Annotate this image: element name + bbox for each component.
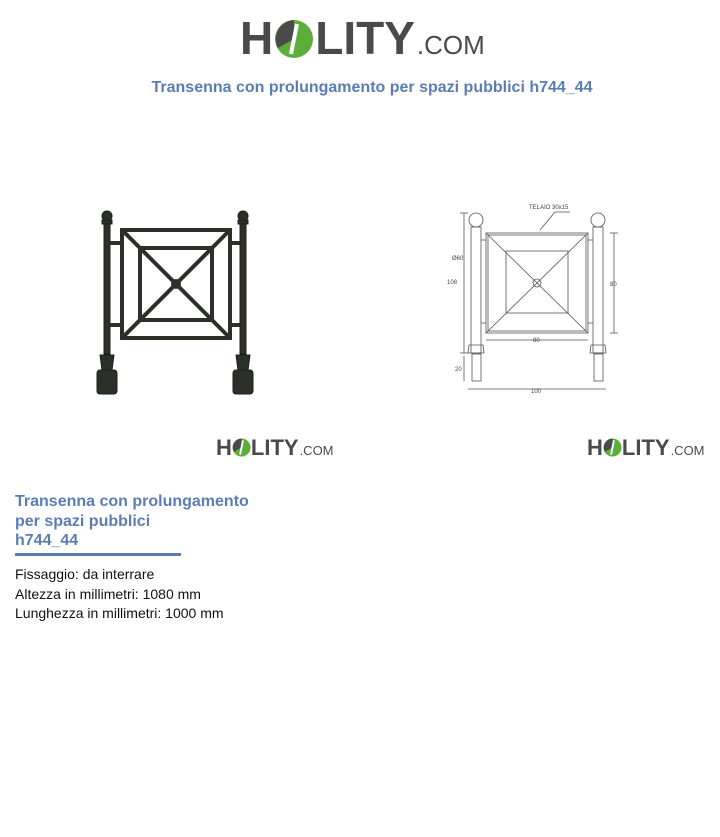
logo-letters-lity: LITY — [315, 12, 415, 64]
product-specs — [15, 565, 224, 624]
logo-letters-lity: LITY — [250, 435, 299, 460]
spec-length: Lunghezza in millimetri: 1000 mm — [15, 605, 224, 621]
product-title-line: Transenna con prolungamento — [15, 493, 249, 510]
barrier-technical-drawing — [440, 198, 630, 398]
label-panel-width: 80 — [533, 338, 540, 344]
logo-letter-h: H — [240, 12, 274, 64]
barrier-photo — [90, 205, 270, 400]
label-diameter: Ø60 — [452, 256, 464, 262]
product-title — [15, 492, 275, 551]
logo-o-icon — [603, 438, 622, 457]
product-title-line: per spazi pubblici — [15, 512, 151, 530]
logo-suffix: .COM — [299, 443, 334, 458]
label-total-length: 100 — [531, 389, 542, 395]
product-code: h744_44 — [15, 532, 79, 549]
label-total-height: 108 — [447, 280, 458, 286]
brand-logo[interactable] — [240, 12, 485, 64]
logo-suffix: .COM — [670, 443, 705, 458]
watermark-logo-left — [216, 436, 334, 460]
logo-letter-h: H — [216, 435, 232, 460]
spec-height: Altezza in millimetri: 1080 mm — [15, 585, 201, 602]
spec-fixing: Fissaggio: da interrare — [15, 566, 155, 582]
logo-o-icon — [232, 438, 251, 457]
logo-suffix: .COM — [416, 30, 485, 60]
label-frame: TELAIO 30x15 — [529, 205, 569, 211]
title-underline — [15, 553, 181, 556]
logo-o-icon — [274, 19, 314, 59]
label-panel-height: 80 — [610, 282, 617, 288]
page-title: Transenna con prolungamento per spazi pubblici h744_44 — [151, 79, 593, 96]
watermark-logo-right — [587, 436, 705, 460]
label-extension: 20 — [455, 367, 462, 373]
logo-letter-h: H — [587, 435, 603, 460]
logo-letters-lity: LITY — [621, 435, 670, 460]
